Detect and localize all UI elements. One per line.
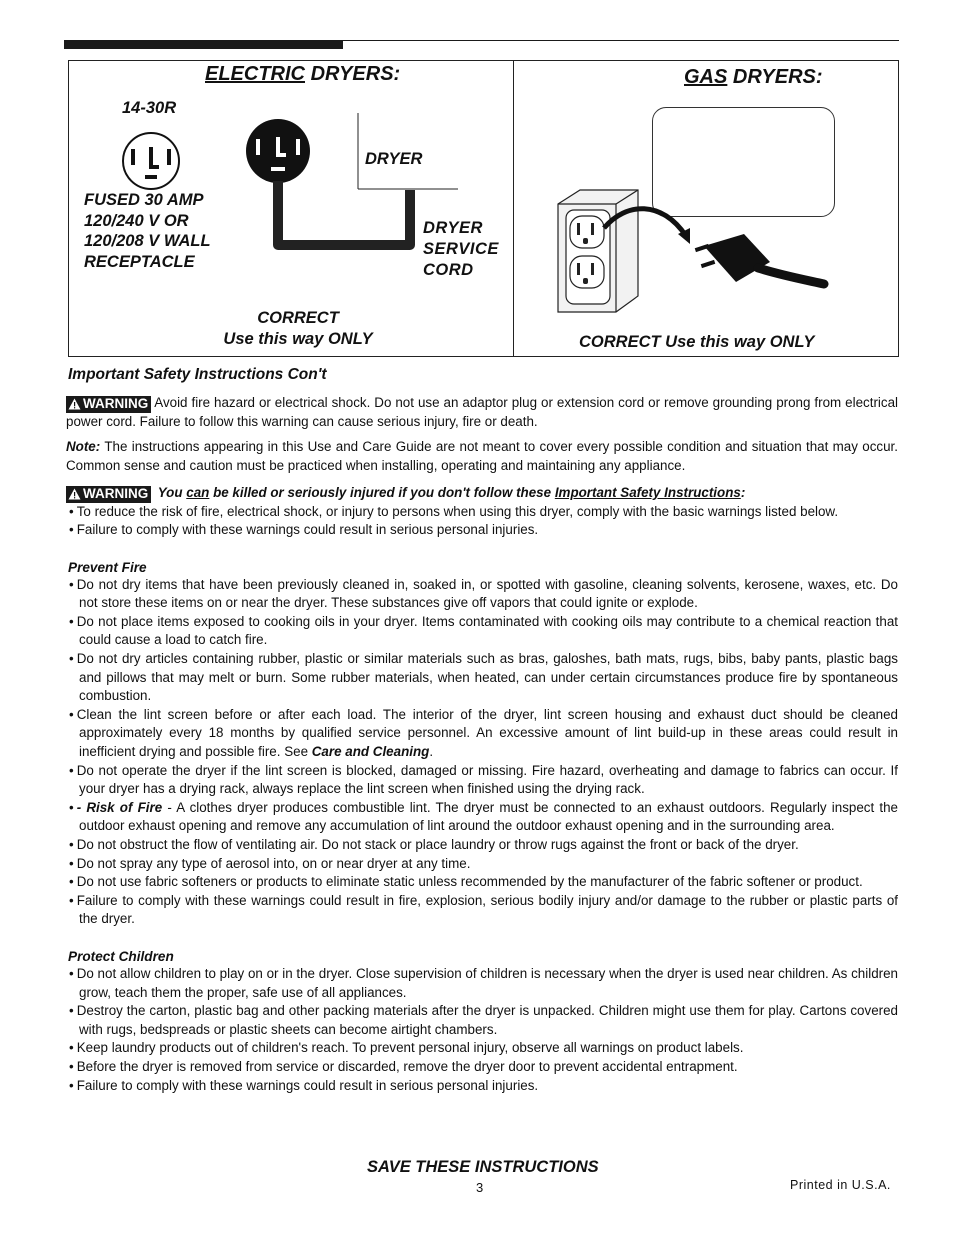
printed-in-label: Printed in U.S.A. (790, 1178, 891, 1192)
list-item: • Do not operate the dryer if the lint screen is blocked, damaged or missing. Fire hazard, overheating and damage to fabrics can occur. If your dryer has a drying rack, always replace the lint screen when finished using the drying rack. (66, 762, 898, 799)
save-instructions-footer: SAVE THESE INSTRUCTIONS (367, 1158, 599, 1176)
prevent-fire-list (66, 576, 898, 929)
gas-correct-caption: CORRECT Use this way ONLY (579, 333, 815, 351)
receptacle-outlet-icon (119, 131, 183, 191)
dryer-label: DRYER (365, 150, 423, 168)
warning-badge: WARNING (66, 486, 151, 503)
list-item: • Do not place items exposed to cooking oils in your dryer. Items contaminated with cooking oils may contribute to a chemical reaction that could cause a load to catch fire. (66, 613, 898, 650)
gas-dryers-title: GAS DRYERS: (684, 66, 823, 88)
list-item: • - Risk of Fire - A clothes dryer produces combustible lint. The dryer must be connected to an exhaust outdoors. Regularly inspect the outdoor exhaust opening and remove any accumulation of lint around the outdoor exhaust opening and in the surrounding area. (66, 799, 898, 836)
note-paragraph: Note: The instructions appearing in this Use and Care Guide are not meant to cover every possible condition and situation that may occur. Common sense and caution must be practiced when installing, operating and maintaining any appliance. (66, 439, 898, 473)
warning-badge: WARNING (66, 396, 151, 413)
wall-outlet-plug-illustration (544, 176, 834, 316)
general-warnings-list (66, 503, 898, 540)
list-item: • Do not dry articles containing rubber, plastic or similar materials such as bras, galoshes, bath mats, rugs, bibs, baby pants, plastic bags and pillows that may melt or burn. Some rubber materials, when heated, can under certain circumstances produce fire by spontaneous combustion. (66, 650, 898, 706)
receptacle-description: FUSED 30 AMP 120/240 V OR 120/208 V WALL RECEPTACLE (84, 191, 211, 271)
protect-children-heading: Protect Children (68, 948, 174, 964)
electric-dryers-title: ELECTRIC DRYERS: (205, 63, 401, 85)
list-item: • To reduce the risk of fire, electrical shock, or injury to persons when using this dryer, comply with the basic warnings listed below. (66, 503, 898, 522)
warning-triangle-icon (68, 398, 81, 410)
protect-children-list (66, 965, 898, 1095)
dryer-service-cord-label: DRYER SERVICE CORD (423, 219, 499, 279)
list-item: • Keep laundry products out of children's reach. To prevent personal injury, observe all warnings on product labels. (66, 1039, 898, 1058)
list-item: • Do not obstruct the flow of ventilating air. Do not stack or place laundry or throw rugs against the front or back of the dryer. (66, 836, 898, 855)
section-heading: Important Safety Instructions Con't (68, 366, 327, 383)
warning-triangle-icon (68, 488, 81, 500)
warning-paragraph-1: WARNING Avoid fire hazard or electrical shock. Do not use an adaptor plug or extension cord or remove grounding prong from electrical power cord. Failure to follow this warning can cause serious injury, fire or death. (66, 395, 898, 429)
warning-paragraph-2: WARNING You can be killed or seriously injured if you don't follow these Important Safety Instructions: (66, 484, 898, 503)
electric-correct-caption: CORRECT Use this way ONLY (223, 309, 373, 348)
list-item: • Failure to comply with these warnings could result in serious personal injuries. (66, 1077, 898, 1096)
prevent-fire-heading: Prevent Fire (68, 559, 147, 575)
grounding-figure (68, 60, 899, 357)
list-item: • Failure to comply with these warnings could result in serious personal injuries. (66, 521, 898, 540)
list-item: • Clean the lint screen before or after each load. The interior of the dryer, lint screen housing and exhaust duct should be cleaned approximately every 18 months by qualified service personnel. An excessive amount of lint build-up in these areas could result in inefficient drying and possible fire. See Care and Cleaning. (66, 706, 898, 762)
list-item: • Before the dryer is removed from service or discarded, remove the dryer door to prevent accidental entrapment. (66, 1058, 898, 1077)
list-item: • Do not dry items that have been previously cleaned in, soaked in, or spotted with gasoline, cleaning solvents, kerosene, waxes, etc. Do not store these items on or near the dryer. These substances give off vapors that could ignite or explode. (66, 576, 898, 613)
list-item: • Destroy the carton, plastic bag and other packing materials after the dryer is unpacked. Children might use them for play. Cartons covered with rugs, bedspreads or plastic sheets can become airtight chambers. (66, 1002, 898, 1039)
list-item: • Failure to comply with these warnings could result in fire, explosion, serious bodily injury and/or damage to the rubber or plastic parts of the dryer. (66, 892, 898, 929)
page-number: 3 (476, 1180, 484, 1195)
header-bar (64, 41, 343, 49)
safety-instructions-content (66, 362, 898, 1095)
figure-divider (513, 61, 514, 356)
list-item: • Do not use fabric softeners or products to eliminate static unless recommended by the manufacturer of the fabric softener or product. (66, 873, 898, 892)
list-item: • Do not spray any type of aerosol into, on or near dryer at any time. (66, 855, 898, 874)
receptacle-model-label: 14-30R (122, 99, 177, 117)
list-item: • Do not allow children to play on or in the dryer. Close supervision of children is necessary when the dryer is used near children. As children grow, teach them the proper, safe use of all appliances. (66, 965, 898, 1002)
